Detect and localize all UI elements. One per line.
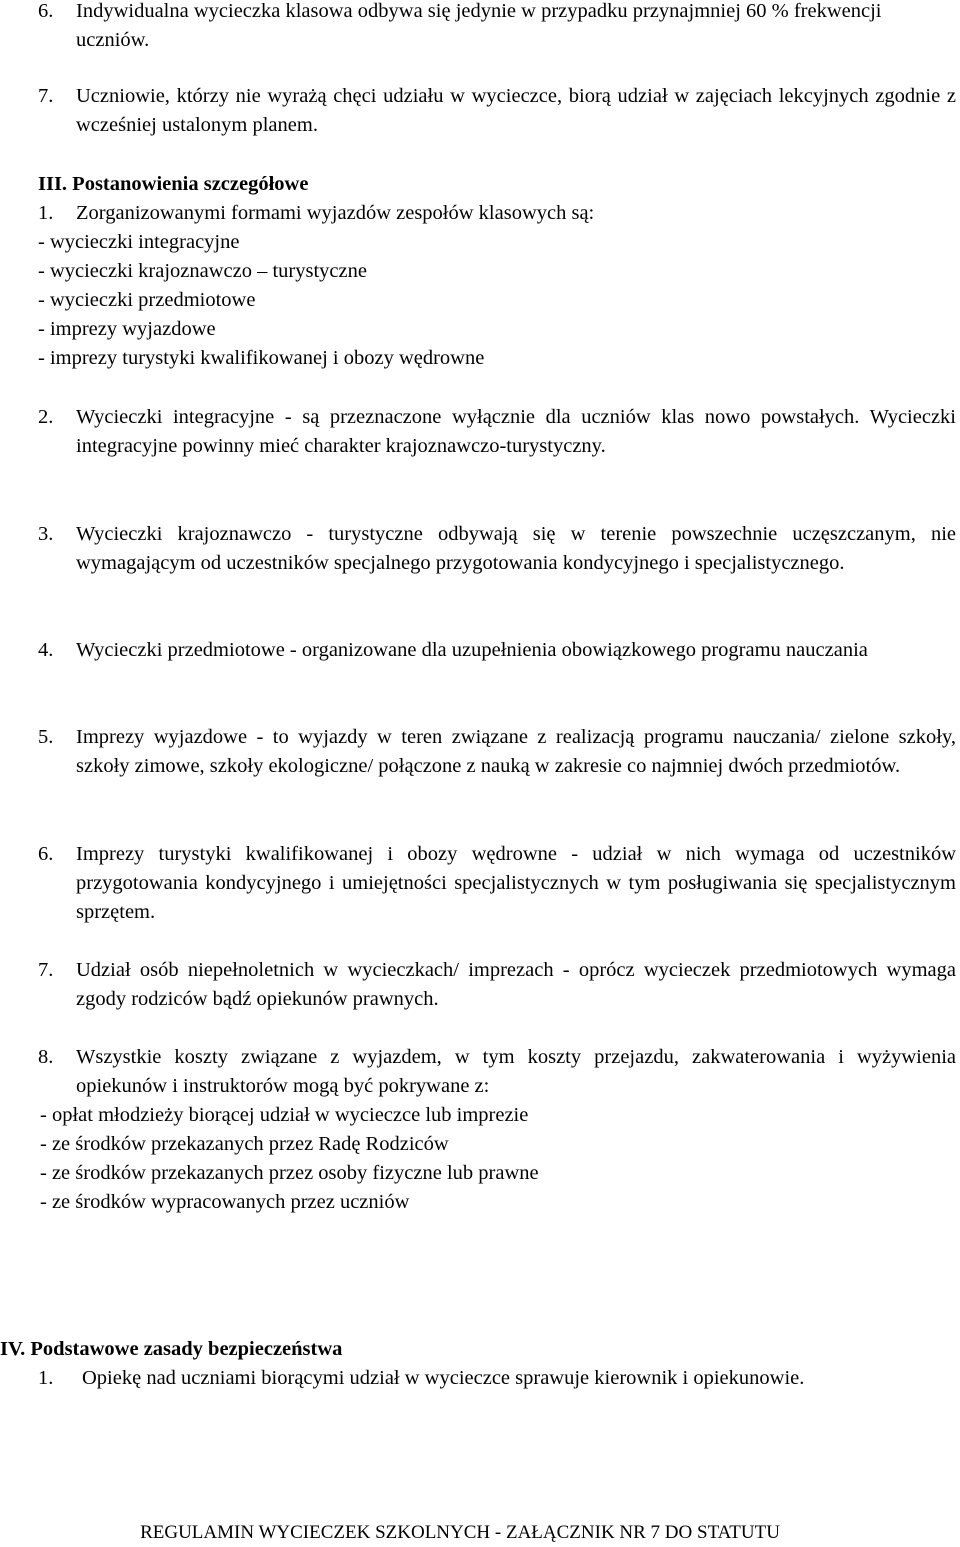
item-text: Opiekę nad uczniami biorącymi udział w wycieczce sprawuje kierownik i opiekunowie.	[82, 1367, 805, 1389]
item-text: Uczniowie, którzy nie wyrażą chęci udziału w wycieczce, biorą udział w zajęciach lekcyjnych zgodnie z wcześniej ustalonym planem.	[76, 85, 956, 136]
form-entry: - wycieczki krajoznawczo – turystyczne	[38, 260, 367, 282]
item-text: Indywidualna wycieczka klasowa odbywa się jedynie w przypadku przynajmniej 60 % frekwencji uczniów.	[76, 0, 882, 51]
list-item	[38, 520, 956, 578]
section-heading-iv: IV. Podstawowe zasady bezpieczeństwa	[0, 1338, 343, 1360]
item-text: Wycieczki integracyjne - są przeznaczone wyłącznie dla uczniów klas nowo powstałych. Wycieczki integracyjne powinny mieć charakter krajoznawczo-turystyczny.	[76, 406, 956, 457]
item-number: 8.	[38, 1046, 54, 1068]
form-entry: - wycieczki integracyjne	[38, 231, 240, 253]
form-entry: - imprezy wyjazdowe	[38, 318, 216, 340]
item-number: 7.	[38, 959, 54, 981]
page-footer: REGULAMIN WYCIECZEK SZKOLNYCH - ZAŁĄCZNIK NR 7 DO STATUTU	[140, 1522, 780, 1543]
list-item	[38, 840, 956, 927]
item-number: 7.	[38, 85, 54, 107]
item-text: Imprezy turystyki kwalifikowanej i obozy wędrowne - udział w nich wymaga od uczestników przygotowania kondycyjnego i umiejętności specjalistycznych w tym posługiwania się specjalistycznym sprzętem.	[76, 843, 956, 923]
list-item	[38, 636, 956, 665]
item-number: 4.	[38, 639, 54, 661]
cost-source-entry: - ze środków wypracowanych przez uczniów	[40, 1191, 410, 1213]
item-text: Wycieczki przedmiotowe - organizowane dla uzupełnienia obowiązkowego programu nauczania	[76, 639, 868, 661]
form-entry: - wycieczki przedmiotowe	[38, 289, 256, 311]
list-item	[38, 1043, 956, 1101]
list-item	[38, 403, 956, 461]
item-number: 2.	[38, 406, 54, 428]
list-item	[38, 956, 956, 1014]
item-number: 3.	[38, 523, 54, 545]
item-number: 6.	[38, 0, 54, 22]
item-text: Wycieczki krajoznawczo - turystyczne odbywają się w terenie powszechnie uczęszczanym, nie wymagającym od uczestników specjalnego przygotowania kondycyjnego i specjalistycznego.	[76, 523, 956, 574]
cost-source-entry: - ze środków przekazanych przez Radę Rodziców	[40, 1133, 449, 1155]
cost-source-entry: - opłat młodzieży biorącej udział w wycieczce lub imprezie	[40, 1104, 529, 1126]
list-item	[38, 723, 956, 781]
item-number: 1.	[38, 1367, 54, 1389]
item-number: 5.	[38, 726, 54, 748]
item-text: Wszystkie koszty związane z wyjazdem, w tym koszty przejazdu, zakwaterowania i wyżywienia opiekunów i instruktorów mogą być pokrywane z:	[76, 1046, 956, 1097]
list-item	[38, 82, 956, 140]
list-item	[38, 199, 956, 228]
section-heading-iii: III. Postanowienia szczegółowe	[38, 173, 309, 195]
list-item	[38, 0, 956, 55]
item-text: Imprezy wyjazdowe - to wyjazdy w teren związane z realizacją programu nauczania/ zielone szkoły, szkoły zimowe, szkoły ekologiczne/ połączone z nauką w zakresie co najmniej dwóch przedmiotów.	[76, 726, 956, 777]
form-entry: - imprezy turystyki kwalifikowanej i obozy wędrowne	[38, 347, 485, 369]
item-text: Zorganizowanymi formami wyjazdów zespołów klasowych są:	[76, 202, 595, 224]
cost-source-entry: - ze środków przekazanych przez osoby fizyczne lub prawne	[40, 1162, 539, 1184]
item-number: 1.	[38, 202, 54, 224]
item-number: 6.	[38, 843, 54, 865]
list-item	[38, 1364, 956, 1393]
item-text: Udział osób niepełnoletnich w wycieczkach/ imprezach - oprócz wycieczek przedmiotowych wymaga zgody rodziców bądź opiekunów prawnych.	[76, 959, 956, 1010]
